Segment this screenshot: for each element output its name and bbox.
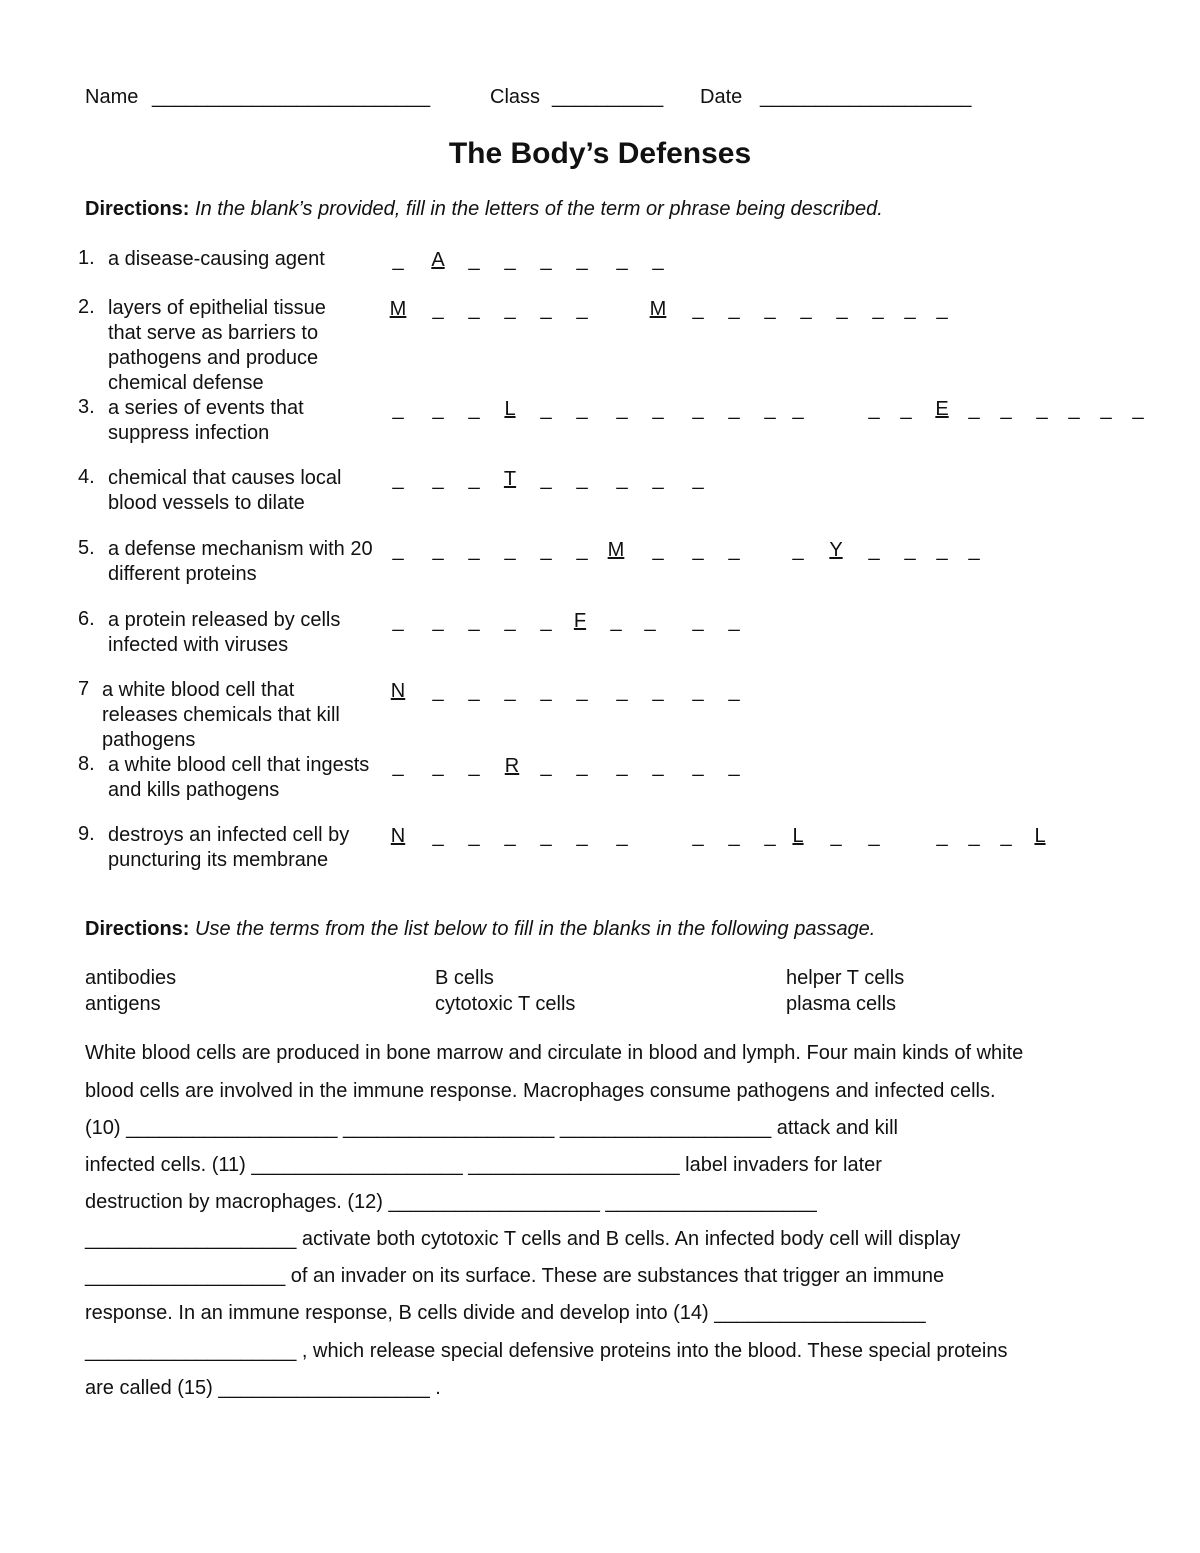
name-label: Name [85, 86, 139, 108]
question-3-number: 3. [78, 396, 95, 418]
answer-blank[interactable]: _ [868, 398, 880, 420]
answer-blank[interactable]: _ [652, 680, 664, 702]
answer-blank[interactable]: _ [1068, 398, 1080, 420]
answer-blank[interactable]: _ [432, 610, 444, 632]
answer-blank[interactable]: _ [652, 398, 664, 420]
passage-line[interactable]: ___________________ , which release special defensive proteins into the blood. These special proteins [85, 1340, 1008, 1362]
answer-blank[interactable]: _ [728, 680, 740, 702]
directions-2-label: Directions: [85, 918, 190, 940]
answer-blank[interactable]: _ [792, 539, 804, 561]
question-5-number: 5. [78, 537, 95, 559]
answer-hint-letter: N [390, 825, 406, 847]
answer-blank[interactable]: _ [504, 298, 516, 320]
term-b-cells: B cells [435, 967, 494, 989]
answer-blank[interactable]: _ [936, 825, 948, 847]
question-1-text: a disease-causing agent [108, 248, 325, 270]
answer-blank[interactable]: _ [576, 825, 588, 847]
answer-blank[interactable]: _ [764, 298, 776, 320]
answer-blank[interactable]: _ [800, 298, 812, 320]
answer-blank[interactable]: _ [868, 825, 880, 847]
passage-line[interactable]: infected cells. (11) ___________________ ___________________ label invaders for later [85, 1154, 882, 1176]
answer-blank[interactable]: _ [936, 539, 948, 561]
answer-hint-letter: Y [829, 539, 843, 561]
answer-blank[interactable]: _ [692, 610, 704, 632]
question-7-text: a white blood cell that releases chemicals that kill pathogens [102, 679, 340, 751]
answer-blank[interactable]: _ [468, 680, 480, 702]
question-5-text: a defense mechanism with 20 different proteins [108, 538, 373, 585]
answer-blank[interactable]: _ [692, 298, 704, 320]
answer-blank[interactable]: _ [468, 398, 480, 420]
answer-blank[interactable]: _ [504, 610, 516, 632]
answer-blank[interactable]: _ [968, 539, 980, 561]
answer-blank[interactable]: _ [540, 468, 552, 490]
answer-blank[interactable]: _ [432, 468, 444, 490]
term-helper-t-cells: helper T cells [786, 967, 905, 989]
answer-blank[interactable]: _ [576, 539, 588, 561]
term-cytotoxic-t-cells: cytotoxic T cells [435, 993, 576, 1015]
answer-blank[interactable]: _ [504, 825, 516, 847]
answer-blank[interactable]: _ [830, 825, 842, 847]
answer-blank[interactable]: _ [392, 398, 404, 420]
question-9-number: 9. [78, 823, 95, 845]
answer-blank[interactable]: _ [540, 610, 552, 632]
question-7-number: 7 [78, 678, 90, 700]
answer-hint-letter: L [504, 398, 516, 420]
term-antigens: antigens [85, 993, 161, 1015]
answer-blank[interactable]: _ [540, 539, 552, 561]
passage-line[interactable]: response. In an immune response, B cells divide and develop into (14) ___________________ [85, 1302, 926, 1324]
answer-blank[interactable]: _ [836, 298, 848, 320]
answer-blank[interactable]: _ [392, 249, 404, 271]
answer-hint-letter: L [792, 825, 804, 847]
answer-blank[interactable]: _ [468, 249, 480, 271]
passage-line: blood cells are involved in the immune response. Macrophages consume pathogens and infected cells. [85, 1080, 996, 1102]
answer-blank[interactable]: _ [692, 468, 704, 490]
question-2-number: 2. [78, 296, 95, 318]
answer-hint-letter: A [431, 249, 445, 271]
answer-blank[interactable]: _ [616, 398, 628, 420]
answer-hint-letter: R [504, 755, 520, 777]
answer-blank[interactable]: _ [868, 539, 880, 561]
answer-blank[interactable]: _ [504, 539, 516, 561]
answer-blank[interactable]: _ [576, 249, 588, 271]
answer-blank[interactable]: _ [468, 755, 480, 777]
passage-line[interactable]: (10) ___________________ ___________________ ___________________ attack and kill [85, 1117, 898, 1139]
answer-blank[interactable]: _ [1036, 398, 1048, 420]
passage-line[interactable]: are called (15) ___________________ . [85, 1377, 441, 1399]
question-9-text: destroys an infected cell by puncturing its membrane [108, 824, 350, 871]
answer-blank[interactable]: _ [728, 398, 740, 420]
answer-hint-letter: M [607, 539, 625, 561]
class-field[interactable]: __________ [552, 86, 664, 108]
answer-hint-letter: T [503, 468, 517, 490]
answer-blank[interactable]: _ [904, 298, 916, 320]
answer-blank[interactable]: _ [968, 825, 980, 847]
page-title: The Body’s Defenses [448, 137, 752, 170]
answer-blank[interactable]: _ [540, 680, 552, 702]
answer-blank[interactable]: _ [576, 680, 588, 702]
answer-blank[interactable]: _ [1000, 398, 1012, 420]
answer-blank[interactable]: _ [1100, 398, 1112, 420]
question-4-number: 4. [78, 466, 95, 488]
term-antibodies: antibodies [85, 967, 177, 989]
answer-hint-letter: F [573, 610, 587, 632]
question-6-number: 6. [78, 608, 95, 630]
answer-blank[interactable]: _ [540, 298, 552, 320]
answer-blank[interactable]: _ [432, 398, 444, 420]
answer-blank[interactable]: _ [904, 539, 916, 561]
passage-line[interactable]: __________________ of an invader on its surface. These are substances that trigger an immune [85, 1265, 945, 1287]
answer-blank[interactable]: _ [392, 755, 404, 777]
answer-blank[interactable]: _ [432, 298, 444, 320]
answer-blank[interactable]: _ [468, 825, 480, 847]
term-plasma-cells: plasma cells [786, 993, 897, 1015]
answer-blank[interactable]: _ [616, 755, 628, 777]
directions-2 [85, 918, 875, 941]
answer-blank[interactable]: _ [616, 680, 628, 702]
answer-blank[interactable]: _ [540, 825, 552, 847]
question-6-text: a protein released by cells infected with viruses [108, 609, 341, 656]
answer-hint-letter: L [1034, 825, 1046, 847]
question-3-text: a series of events that suppress infection [108, 397, 304, 444]
answer-blank[interactable]: _ [576, 755, 588, 777]
answer-blank[interactable]: _ [468, 298, 480, 320]
answer-blank[interactable]: _ [468, 468, 480, 490]
answer-blank[interactable]: _ [692, 680, 704, 702]
date-field[interactable]: ___________________ [760, 86, 972, 108]
passage-line: White blood cells are produced in bone marrow and circulate in blood and lymph. Four main kinds of white [85, 1042, 1024, 1064]
answer-blank[interactable]: _ [692, 398, 704, 420]
directions-1-label: Directions: [85, 198, 190, 220]
answer-blank[interactable]: _ [468, 539, 480, 561]
answer-hint-letter: E [935, 398, 949, 420]
answer-blank[interactable]: _ [432, 755, 444, 777]
answer-hint-letter: M [649, 298, 667, 320]
answer-blank[interactable]: _ [1000, 825, 1012, 847]
answer-blank[interactable]: _ [936, 298, 948, 320]
answer-blank[interactable]: _ [692, 539, 704, 561]
answer-blank[interactable]: _ [900, 398, 912, 420]
answer-blank[interactable]: _ [968, 398, 980, 420]
answer-blank[interactable]: _ [1132, 398, 1144, 420]
answer-blank[interactable]: _ [432, 680, 444, 702]
answer-blank[interactable]: _ [392, 468, 404, 490]
answer-blank[interactable]: _ [652, 249, 664, 271]
answer-blank[interactable]: _ [616, 825, 628, 847]
directions-1 [85, 198, 883, 221]
answer-blank[interactable]: _ [728, 755, 740, 777]
answer-blank[interactable]: _ [728, 298, 740, 320]
answer-blank[interactable]: _ [728, 539, 740, 561]
passage-line[interactable]: ___________________ activate both cytotoxic T cells and B cells. An infected body cell will display [85, 1228, 961, 1250]
answer-blank[interactable]: _ [652, 468, 664, 490]
answer-blank[interactable]: _ [392, 610, 404, 632]
answer-blank[interactable]: _ [610, 610, 622, 632]
question-2-text: layers of epithelial tissue that serve as barriers to pathogens and produce chemical defense [108, 297, 326, 394]
answer-blank[interactable]: _ [576, 468, 588, 490]
question-4-text: chemical that causes local blood vessels to dilate [108, 467, 342, 514]
answer-blank[interactable]: _ [504, 680, 516, 702]
class-label: Class [490, 86, 541, 108]
answer-blank[interactable]: _ [616, 249, 628, 271]
answer-blank[interactable]: _ [576, 398, 588, 420]
answer-blank[interactable]: _ [692, 825, 704, 847]
answer-blank[interactable]: _ [792, 398, 804, 420]
answer-blank[interactable]: _ [468, 610, 480, 632]
answer-blank[interactable]: _ [764, 398, 776, 420]
answer-blank[interactable]: _ [540, 398, 552, 420]
answer-blank[interactable]: _ [692, 755, 704, 777]
answer-blank[interactable]: _ [616, 468, 628, 490]
answer-blank[interactable]: _ [432, 825, 444, 847]
answer-blank[interactable]: _ [728, 825, 740, 847]
answer-blank[interactable]: _ [504, 249, 516, 271]
name-field[interactable]: _________________________ [152, 86, 431, 108]
answer-hint-letter: N [390, 680, 406, 702]
answer-blank[interactable]: _ [540, 249, 552, 271]
answer-blank[interactable]: _ [728, 610, 740, 632]
answer-blank[interactable]: _ [576, 298, 588, 320]
question-8-number: 8. [78, 753, 95, 775]
answer-blank[interactable]: _ [652, 539, 664, 561]
question-8-text: a white blood cell that ingests and kills pathogens [108, 754, 370, 801]
answer-blank[interactable]: _ [652, 755, 664, 777]
answer-blank[interactable]: _ [764, 825, 776, 847]
answer-blank[interactable]: _ [540, 755, 552, 777]
answer-blank[interactable]: _ [872, 298, 884, 320]
directions-2-text: Use the terms from the list below to fill in the blanks in the following passage. [195, 918, 876, 940]
answer-blank[interactable]: _ [644, 610, 656, 632]
question-1-number: 1. [78, 247, 95, 269]
date-label: Date [700, 86, 743, 108]
answer-hint-letter: M [389, 298, 407, 320]
answer-blank[interactable]: _ [432, 539, 444, 561]
directions-1-text: In the blank’s provided, fill in the letters of the term or phrase being described. [195, 198, 883, 220]
passage-line[interactable]: destruction by macrophages. (12) ___________________ ___________________ [85, 1191, 817, 1213]
answer-blank[interactable]: _ [392, 539, 404, 561]
